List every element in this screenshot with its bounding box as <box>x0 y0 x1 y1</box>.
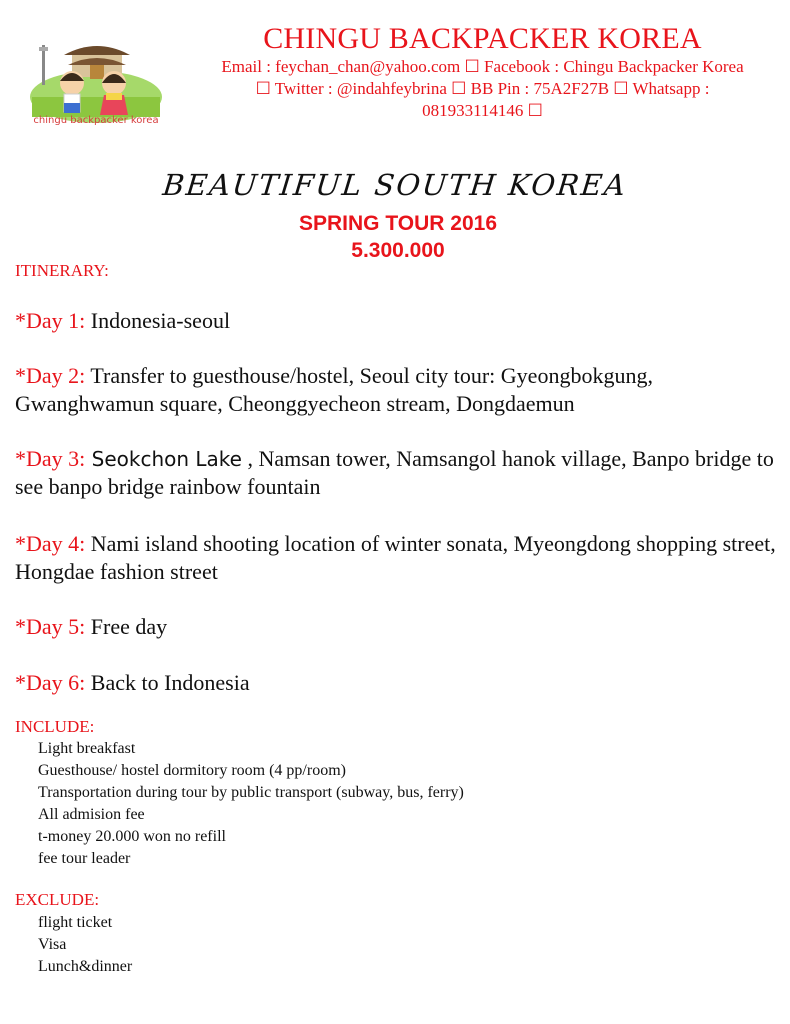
list-item: t-money 20.000 won no refill <box>38 828 226 845</box>
tour-title: BEAUTIFUL SOUTH KOREA <box>161 168 629 202</box>
email-facebook-line: Email : feychan_chan@yahoo.com ☐ Facebook : Chingu Backpacker Korea <box>221 57 744 76</box>
day-label: *Day 4: <box>15 531 86 556</box>
list-item: flight ticket <box>38 914 113 931</box>
day-1 <box>15 307 780 335</box>
list-item: Guesthouse/ hostel dormitory room (4 pp/room) <box>38 762 346 779</box>
logo <box>28 35 164 135</box>
itinerary-label: ITINERARY: <box>15 261 109 280</box>
day-6 <box>15 669 780 697</box>
exclude-label: EXCLUDE: <box>15 890 100 909</box>
day-4 <box>15 530 780 586</box>
day-label: *Day 3: <box>15 446 86 471</box>
day-text: Free day <box>85 614 168 639</box>
day-text: Indonesia-seoul <box>85 308 231 333</box>
list-item: All admision fee <box>38 806 145 823</box>
day-3 <box>15 445 780 501</box>
day-text: Nami island shooting location of winter sonata, Myeongdong shopping street, Hongdae fashion street <box>15 531 776 584</box>
day-label: *Day 1: <box>15 308 86 333</box>
list-item: Transportation during tour by public transport (subway, bus, ferry) <box>38 784 464 801</box>
day-2 <box>15 362 780 418</box>
day-label: *Day 5: <box>15 614 86 639</box>
header <box>190 22 775 122</box>
day-text: , Namsan tower, Namsangol hanok village, Banpo bridge to see banpo bridge rainbow fountain <box>15 446 774 499</box>
phone-line: 081933114146 ☐ <box>422 101 543 120</box>
include-label: INCLUDE: <box>15 717 95 736</box>
company-name: CHINGU BACKPACKER KOREA <box>263 22 702 55</box>
list-item: Visa <box>38 936 67 953</box>
list-item: Lunch&dinner <box>38 958 133 975</box>
include-list <box>38 738 464 870</box>
day-label: *Day 6: <box>15 670 86 695</box>
list-item: fee tour leader <box>38 850 131 867</box>
exclude-list <box>38 912 132 978</box>
list-item: Light breakfast <box>38 740 136 757</box>
logo-text: chingu backpacker korea <box>33 115 159 126</box>
day-highlight: Seokchon Lake <box>85 447 242 471</box>
day-5 <box>15 613 780 641</box>
day-text: Transfer to guesthouse/hostel, Seoul city tour: Gyeongbokgung, Gwanghwamun square, Cheonggyecheon stream, Dongdaemun <box>15 363 653 416</box>
tour-season: SPRING TOUR 2016 <box>298 212 497 235</box>
day-text: Back to Indonesia <box>85 670 250 695</box>
day-label: *Day 2: <box>15 363 86 388</box>
tour-price: 5.300.000 <box>351 239 445 262</box>
tour-subtitle <box>0 210 790 264</box>
social-line: ☐ Twitter : @indahfeybrina ☐ BB Pin : 75A2F27B ☐ Whatsapp : <box>255 79 710 98</box>
